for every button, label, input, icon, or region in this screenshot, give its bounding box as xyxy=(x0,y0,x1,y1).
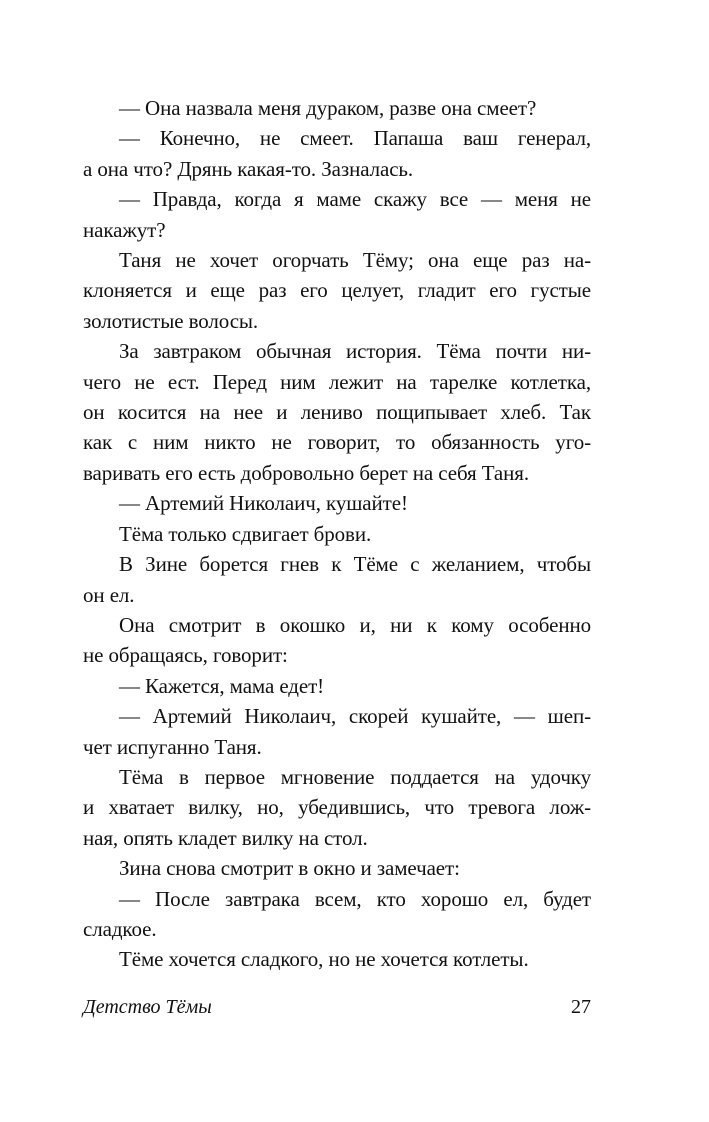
paragraph xyxy=(83,336,591,488)
text-line: — Она назвала меня дураком, разве она смеет? xyxy=(119,96,537,120)
text-line: золотистые волосы. xyxy=(83,308,259,333)
text-line: чет испуганно Таня. xyxy=(83,734,262,759)
text-line: — Конечно, не смеет. Папаша ваш генерал, xyxy=(119,126,591,151)
text-line: За завтраком обычная история. Тёма почти ни- xyxy=(119,339,591,364)
paragraph xyxy=(83,245,591,336)
paragraph xyxy=(83,610,591,671)
paragraph xyxy=(83,488,591,518)
paragraph xyxy=(83,93,591,123)
text-line: — После завтрака всем, кто хорошо ел, будет xyxy=(119,886,591,911)
text-line: и хватает вилку, но, убедившись, что тревога лож- xyxy=(83,795,591,820)
text-line: — Правда, когда я маме скажу все — меня не xyxy=(119,187,591,212)
text-line: клоняется и еще раз его целует, гладит его густые xyxy=(83,278,591,303)
text-line: Тёма только сдвигает брови. xyxy=(119,521,372,546)
paragraph xyxy=(83,549,591,610)
page-number: 27 xyxy=(571,996,591,1018)
paragraph xyxy=(83,762,591,853)
paragraph xyxy=(83,671,591,701)
paragraph xyxy=(83,123,591,184)
body-text xyxy=(83,93,591,975)
text-line: чего не ест. Перед ним лежит на тарелке котлетка, xyxy=(83,369,591,394)
text-line: Она смотрит в окошко и, ни к кому особенно xyxy=(119,612,591,637)
paragraph xyxy=(83,853,591,883)
paragraph xyxy=(83,944,591,974)
paragraph xyxy=(83,884,591,945)
text-line: не обращаясь, говорит: xyxy=(83,643,288,668)
text-line: как с ним никто не говорит, то обязанность уго- xyxy=(83,430,591,455)
text-line: накажут? xyxy=(83,217,166,242)
text-line: — Кажется, мама едет! xyxy=(119,673,325,698)
text-line: варивать его есть добровольно берет на себя Таня. xyxy=(83,460,529,485)
text-line: он косится на нее и лениво пощипывает хлеб. Так xyxy=(83,400,591,425)
text-line: В Зине борется гнев к Тёме с желанием, чтобы xyxy=(119,552,591,577)
text-line: — Артемий Николаич, скорей кушайте, — шеп- xyxy=(119,704,591,729)
text-line: Тёма в первое мгновение поддается на удочку xyxy=(119,764,591,789)
text-line: он ел. xyxy=(83,582,135,607)
paragraph xyxy=(83,519,591,549)
text-line: — Артемий Николаич, кушайте! xyxy=(119,491,408,516)
paragraph xyxy=(83,701,591,762)
paragraph xyxy=(83,184,591,245)
text-line: Тёме хочется сладкого, но не хочется котлеты. xyxy=(119,947,529,972)
text-line: ная, опять кладет вилку на стол. xyxy=(83,825,368,850)
text-line: сладкое. xyxy=(83,916,157,941)
text-line: Зина снова смотрит в окно и замечает: xyxy=(119,856,460,881)
running-footer-title: Детство Тёмы xyxy=(83,996,212,1018)
text-line: Таня не хочет огорчать Тёму; она еще раз на- xyxy=(119,248,591,273)
text-line: а она что? Дрянь какая-то. Зазналась. xyxy=(83,156,414,181)
